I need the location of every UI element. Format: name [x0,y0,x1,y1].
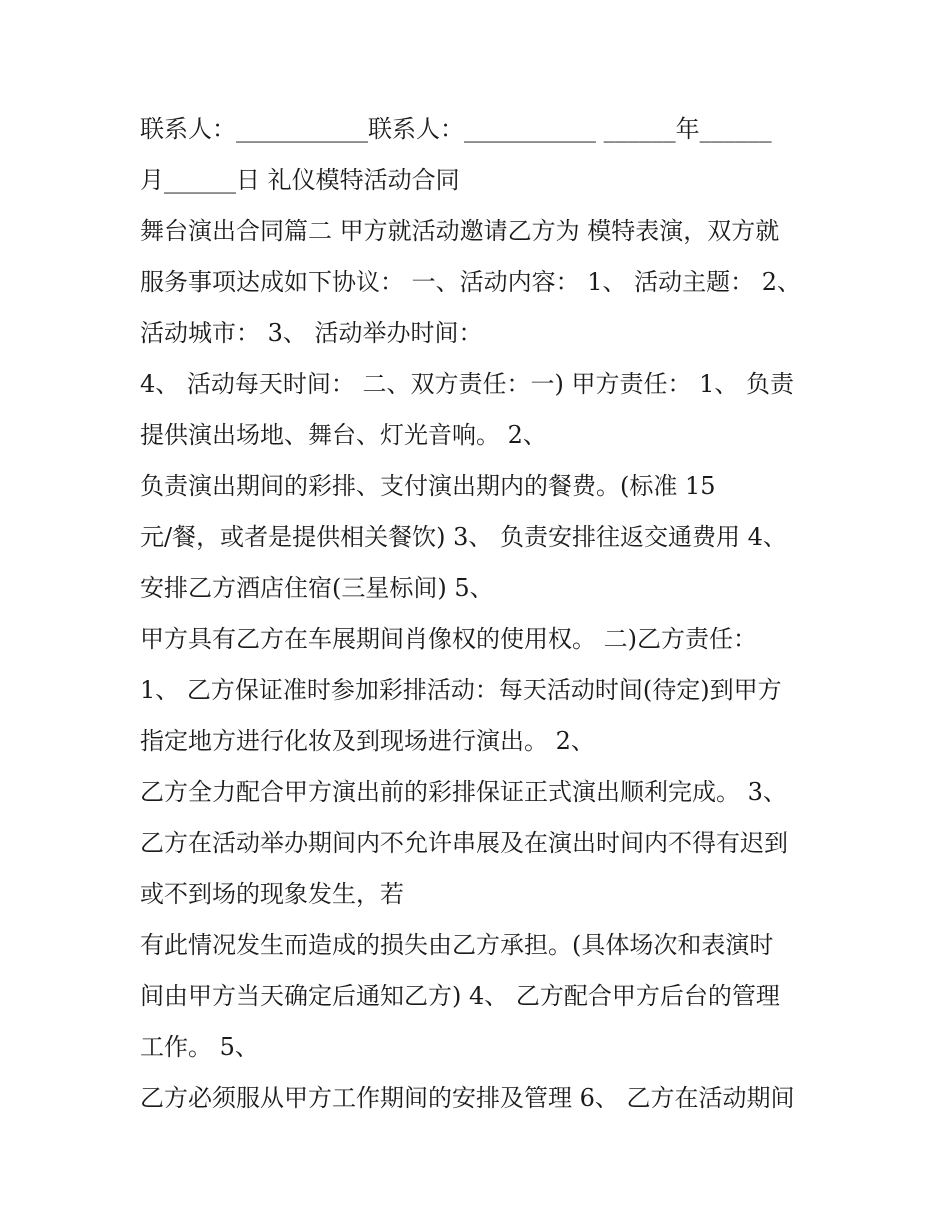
text-line: 1、 乙方保证准时参加彩排活动：每天活动时间(待定)到甲方 [140,676,782,704]
text-line: 负责演出期间的彩排、支付演出期内的餐费。(标准 15 [140,472,716,500]
text-line: 乙方必须服从甲方工作期间的安排及管理 6、 乙方在活动期间 [140,1084,795,1112]
text-line: 服务事项达成如下协议： 一、活动内容： 1、 活动主题： 2、 [140,268,802,296]
text-line: 4、 活动每天时间： 二、双方责任：一) 甲方责任： 1、 负责 [140,370,795,398]
text-line: 月______日 礼仪模特活动合同 [140,166,460,194]
text-line: 舞台演出合同篇二 甲方就活动邀请乙方为 模特表演，双方就 [140,217,780,245]
text-line: 提供演出场地、舞台、灯光音响。 2、 [140,421,547,449]
contract-body-text [140,104,840,1124]
text-line: 甲方具有乙方在车展期间肖像权的使用权。 二)乙方责任： [140,625,757,653]
text-line: 元/餐，或者是提供相关餐饮) 3、 负责安排往返交通费用 4、 [140,523,787,551]
text-line: 乙方在活动举办期间内不允许串展及在演出时间内不得有迟到 [140,829,788,857]
text-line: 乙方全力配合甲方演出前的彩排保证正式演出顺利完成。 3、 [140,778,787,806]
text-line: 安排乙方酒店住宿(三星标间) 5、 [140,574,494,602]
text-line: 工作。 5、 [140,1033,259,1061]
text-line: 指定地方进行化妆及到现场进行演出。 2、 [140,727,595,755]
text-line: 联系人：___________联系人：___________ ______年______ [140,115,772,143]
text-line: 或不到场的现象发生，若 [140,880,404,908]
text-line: 活动城市： 3、 活动举办时间： [140,319,483,347]
text-line: 有此情况发生而造成的损失由乙方承担。(具体场次和表演时 [140,931,774,959]
text-line: 间由甲方当天确定后通知乙方) 4、 乙方配合甲方后台的管理 [140,982,780,1010]
